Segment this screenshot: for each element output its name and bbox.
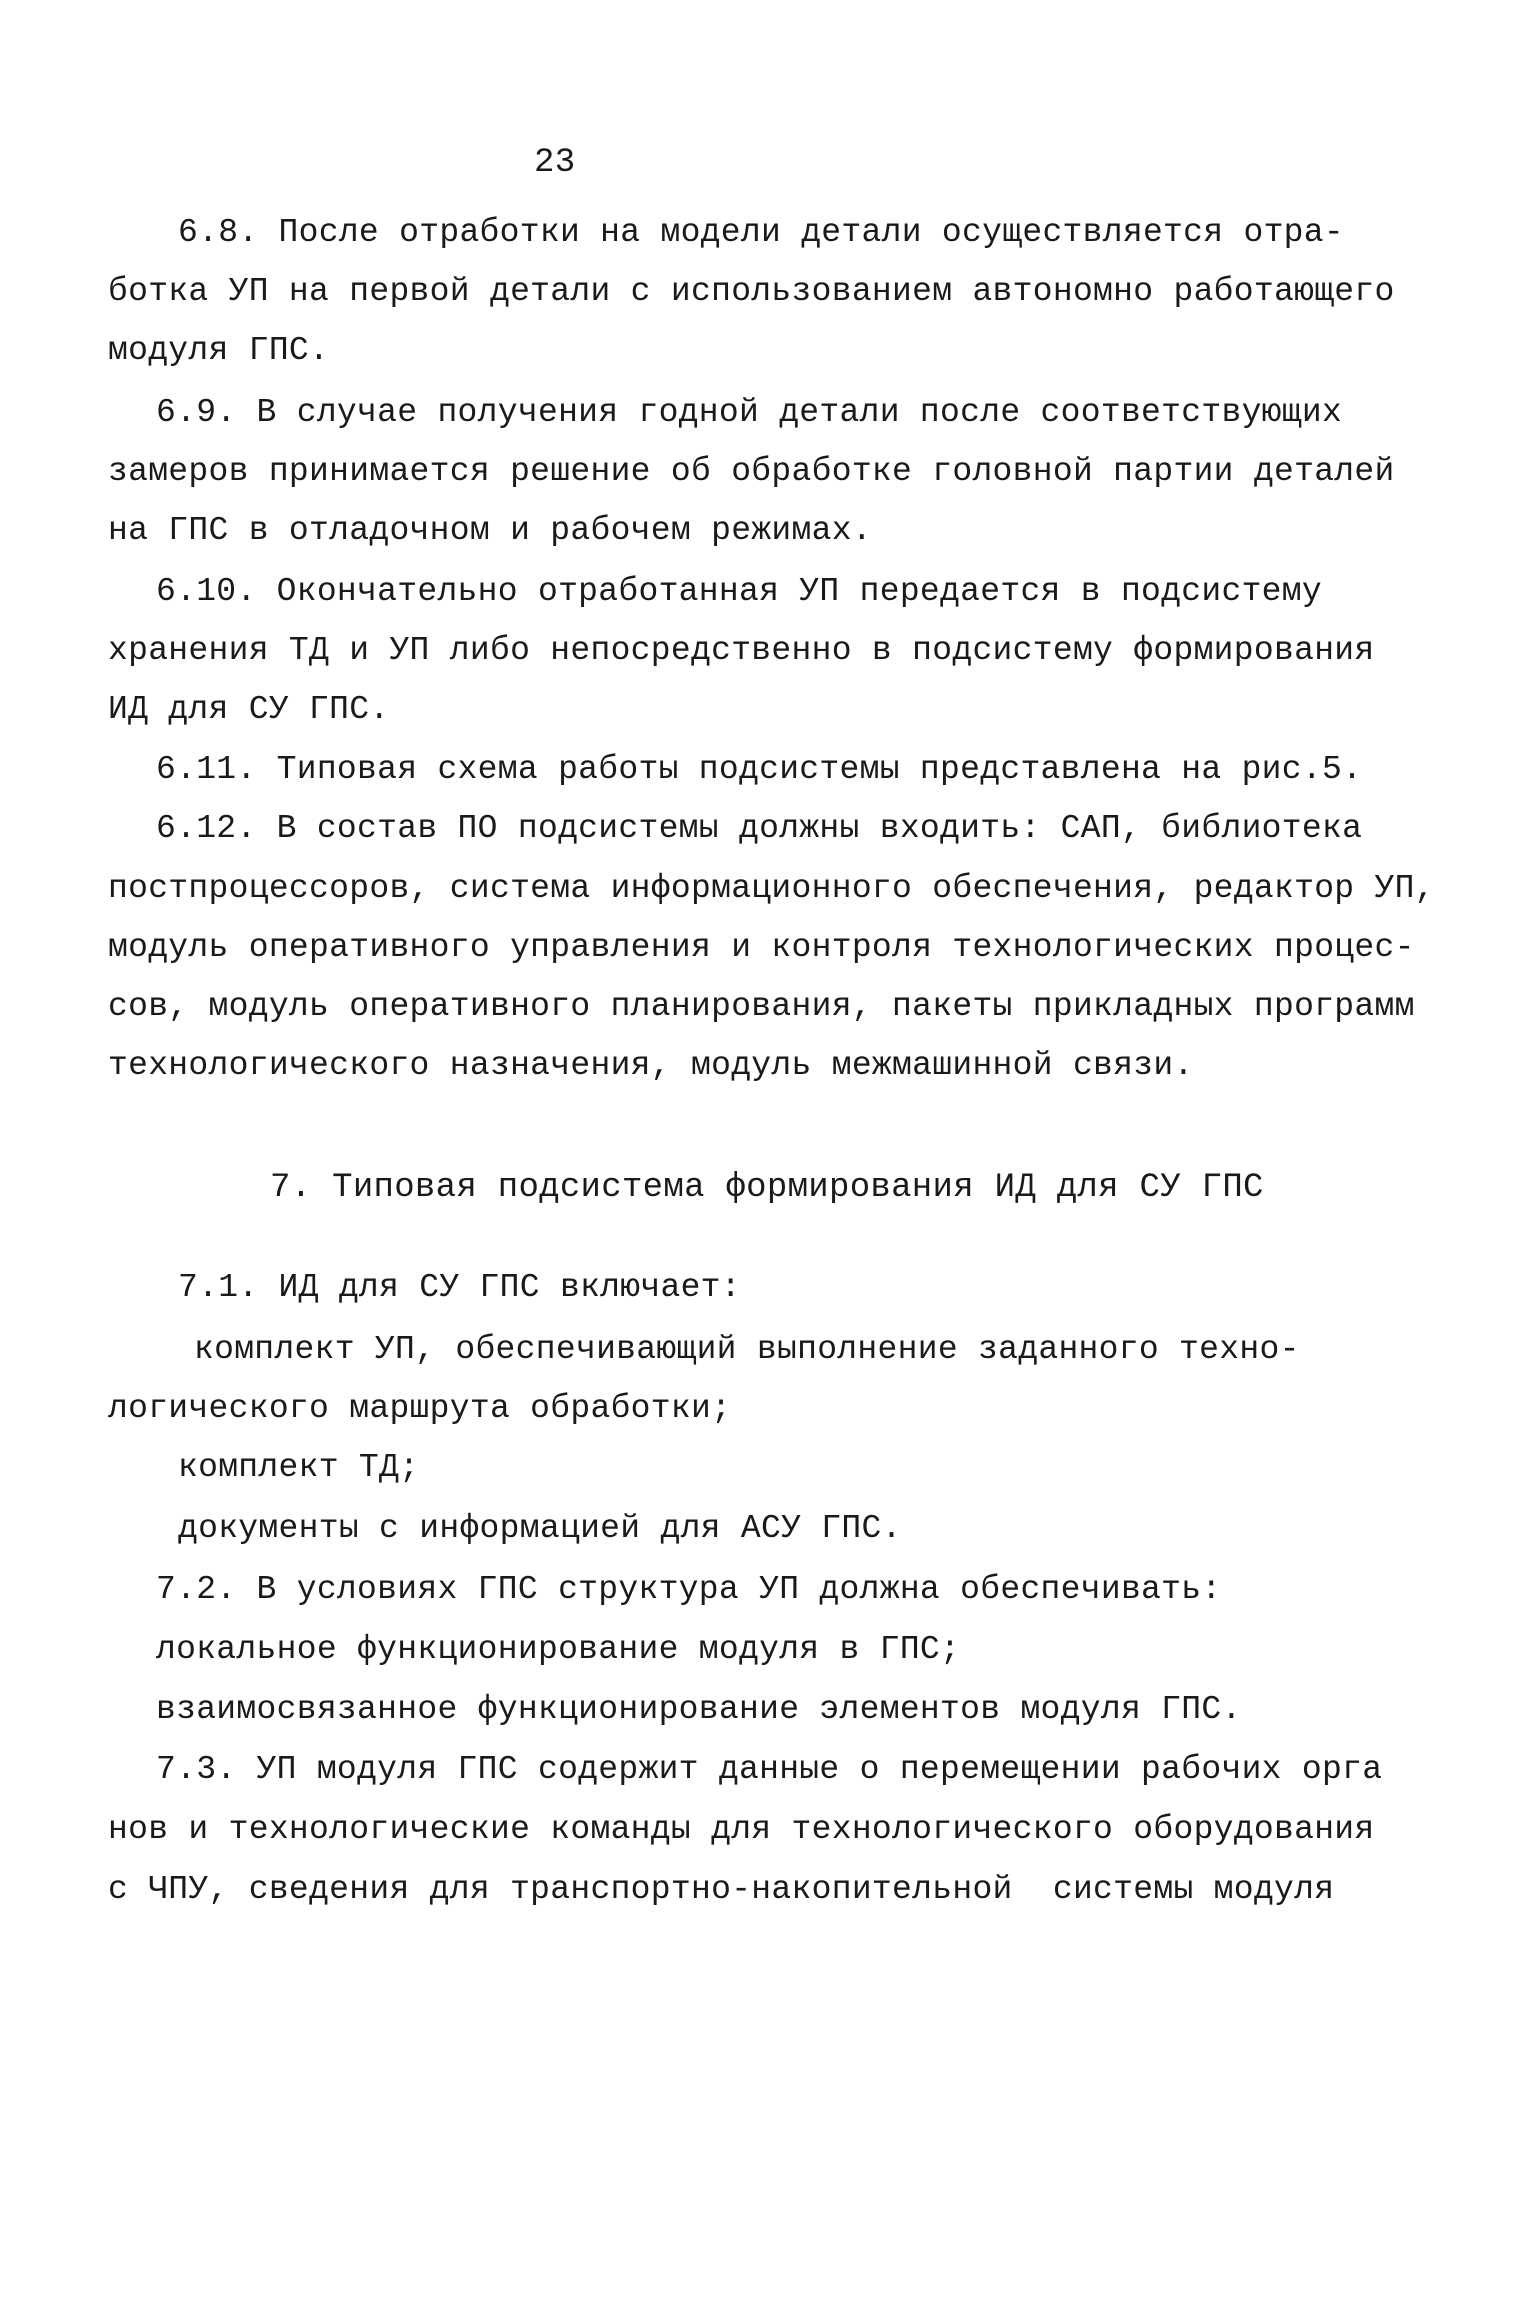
paragraph-6-10-line-1: 6.10. Окончательно отработанная УП передается в подсистему: [156, 573, 1322, 610]
paragraph-6-12-line-4: сов, модуль оперативного планирования, пакеты прикладных программ: [108, 988, 1415, 1025]
paragraph-6-9-line-3: на ГПС в отладочном и рабочем режимах.: [108, 512, 872, 549]
paragraph-6-12-line-1: 6.12. В состав ПО подсистемы должны входить: САП, библиотека: [156, 810, 1363, 847]
paragraph-7-1-line-4: комплект ТД;: [178, 1449, 420, 1486]
paragraph-7-3-line-2: нов и технологические команды для технологического оборудования: [108, 1811, 1375, 1848]
paragraph-7-3-line-3: с ЧПУ, сведения для транспортно-накопительной системы модуля: [108, 1871, 1335, 1908]
paragraph-7-3-line-1: 7.3. УП модуля ГПС содержит данные о перемещении рабочих орга: [156, 1751, 1383, 1788]
paragraph-7-2-line-1: 7.2. В условиях ГПС структура УП должна обеспечивать:: [156, 1571, 1222, 1608]
paragraph-7-1-line-5: документы с информацией для АСУ ГПС.: [178, 1510, 902, 1547]
paragraph-6-9-line-2: замеров принимается решение об обработке головной партии деталей: [108, 453, 1395, 490]
paragraph-7-2-line-3: взаимосвязанное функционирование элементов модуля ГПС.: [156, 1691, 1242, 1728]
paragraph-7-1-line-1: 7.1. ИД для СУ ГПС включает:: [178, 1269, 741, 1306]
paragraph-6-12-line-3: модуль оперативного управления и контроля технологических процес-: [108, 929, 1415, 966]
paragraph-6-10-line-2: хранения ТД и УП либо непосредственно в подсистему формирования: [108, 632, 1375, 669]
page-number: 23: [534, 144, 576, 182]
paragraph-6-8-line-2: ботка УП на первой детали с использованием автономно работающего: [108, 273, 1395, 310]
paragraph-6-8-line-3: модуля ГПС.: [108, 332, 330, 369]
paragraph-6-10-line-3: ИД для СУ ГПС.: [108, 691, 390, 728]
paragraph-6-9-line-1: 6.9. В случае получения годной детали после соответствующих: [156, 394, 1343, 431]
paragraph-6-8-line-1: 6.8. После отработки на модели детали осуществляется отра-: [178, 214, 1344, 251]
section-7-heading: 7. Типовая подсистема формирования ИД для СУ ГПС: [270, 1169, 1264, 1207]
paragraph-7-1-line-2: комплект УП, обеспечивающий выполнение заданного техно-: [194, 1331, 1300, 1368]
paragraph-6-12-line-2: постпроцессоров, система информационного обеспечения, редактор УП,: [108, 870, 1435, 907]
paragraph-7-1-line-3: логического маршрута обработки;: [108, 1390, 732, 1427]
paragraph-6-12-line-5: технологического назначения, модуль межмашинной связи.: [108, 1047, 1194, 1084]
paragraph-7-2-line-2: локальное функционирование модуля в ГПС;: [156, 1631, 961, 1668]
paragraph-6-11-line-1: 6.11. Типовая схема работы подсистемы представлена на рис.5.: [156, 751, 1363, 788]
